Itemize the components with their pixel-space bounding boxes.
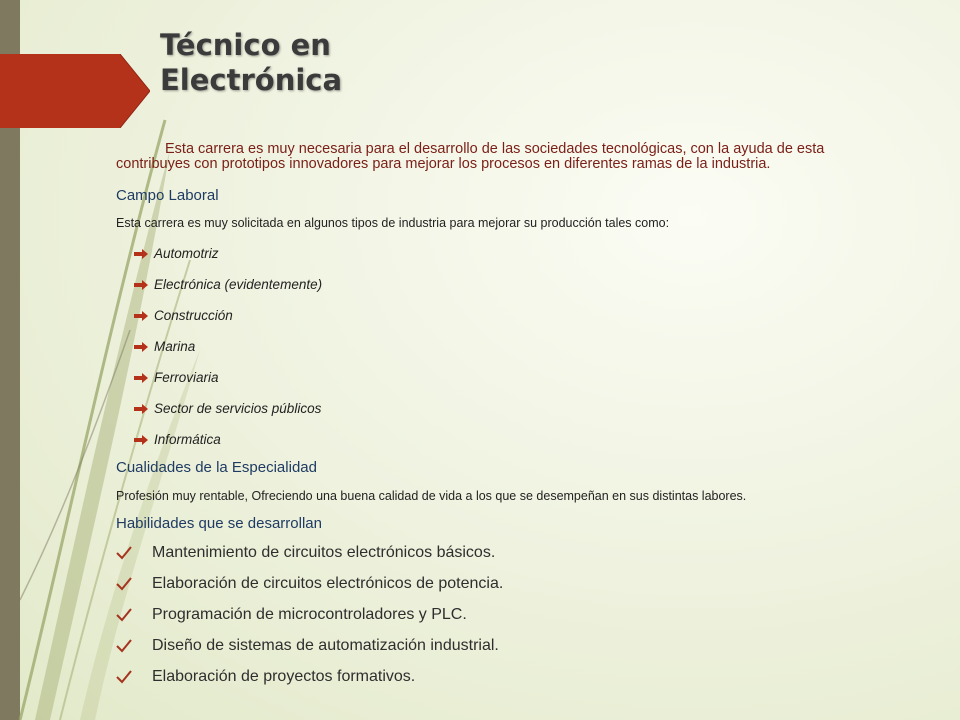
industry-label: Electrónica (evidentemente) — [154, 277, 323, 292]
list-item — [116, 637, 499, 655]
intro-line-1: Esta carrera es muy necesaria para el desarrollo de las sociedades tecnológicas, con la ayuda de esta — [165, 141, 825, 157]
campo-laboral-heading: Campo Laboral — [116, 187, 219, 204]
list-item — [134, 339, 195, 354]
accent-arrow-shape — [0, 54, 150, 128]
industry-label: Construcción — [154, 308, 233, 323]
skill-label: Mantenimiento de circuitos electrónicos básicos. — [152, 544, 496, 561]
arrow-bullet-icon — [134, 404, 148, 414]
checkmark-icon — [116, 639, 132, 653]
industry-label: Marina — [154, 339, 196, 354]
arrow-bullet-icon — [134, 342, 148, 352]
checkmark-icon — [116, 670, 132, 684]
arrow-bullet-icon — [134, 280, 148, 290]
list-item — [134, 277, 322, 292]
intro-paragraph — [116, 142, 956, 172]
industry-label: Informática — [154, 432, 221, 447]
list-item — [116, 668, 415, 686]
title-line-1: Técnico en — [160, 28, 331, 62]
skill-label: Elaboración de proyectos formativos. — [152, 668, 416, 685]
arrow-bullet-icon — [134, 249, 148, 259]
list-item — [134, 308, 233, 323]
arrow-bullet-icon — [134, 373, 148, 383]
list-item — [116, 544, 495, 562]
cualidades-heading: Cualidades de la Especialidad — [116, 459, 317, 476]
industry-label: Sector de servicios públicos — [154, 401, 322, 416]
campo-laboral-description: Esta carrera es muy solicitada en algunos tipos de industria para mejorar su producción tales como: — [116, 216, 670, 230]
skill-label: Diseño de sistemas de automatización industrial. — [152, 637, 499, 654]
checkmark-icon — [116, 577, 132, 591]
list-item — [134, 401, 321, 416]
title-line-2: Electrónica — [160, 63, 343, 97]
industry-label: Automotriz — [154, 246, 219, 261]
arrow-bullet-icon — [134, 311, 148, 321]
list-item — [134, 246, 219, 261]
checkmark-icon — [116, 546, 132, 560]
list-item — [134, 432, 221, 447]
checkmark-icon — [116, 608, 132, 622]
industry-label: Ferroviaria — [154, 370, 219, 385]
skill-label: Elaboración de circuitos electrónicos de potencia. — [152, 575, 504, 592]
list-item — [134, 370, 219, 385]
arrow-bullet-icon — [134, 435, 148, 445]
list-item — [116, 575, 503, 593]
list-item — [116, 606, 467, 624]
slide-title — [160, 28, 460, 98]
habilidades-heading: Habilidades que se desarrollan — [116, 515, 322, 532]
content-area — [116, 141, 956, 685]
cualidades-description: Profesión muy rentable, Ofreciendo una buena calidad de vida a los que se desempeñan en sus distintas labores. — [116, 489, 747, 503]
skill-label: Programación de microcontroladores y PLC. — [152, 606, 467, 623]
intro-line-2: contribuyes con prototipos innovadores para mejorar los procesos en diferentes ramas de la industria. — [116, 156, 771, 172]
